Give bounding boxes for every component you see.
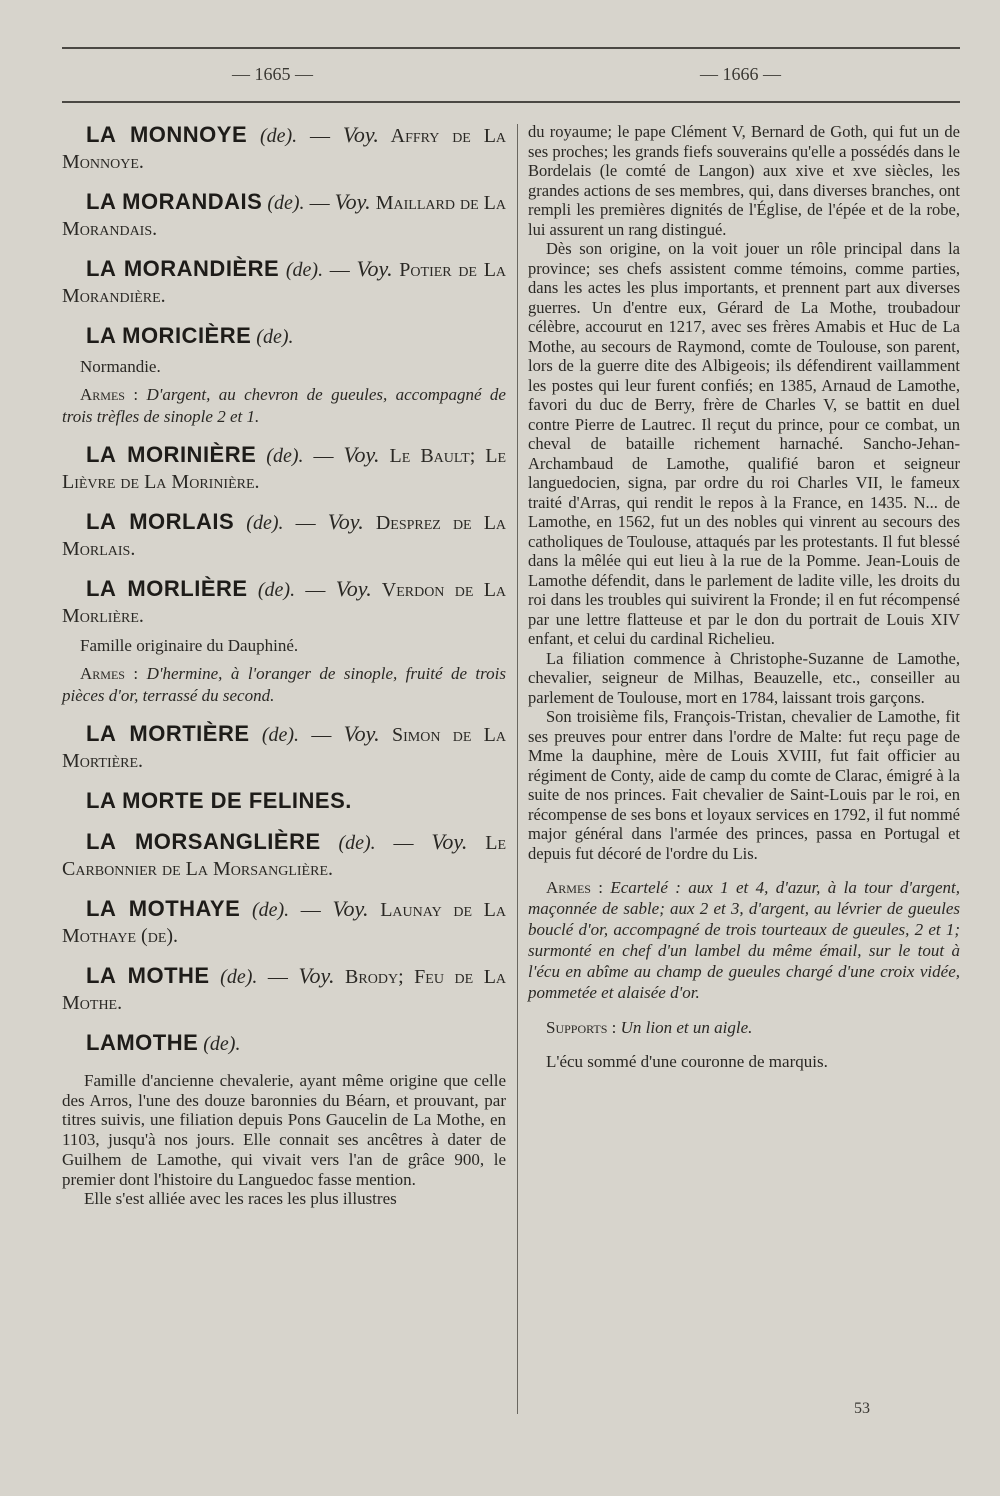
arms-label: Armes :: [546, 878, 611, 897]
voy-label: Voy.: [356, 256, 393, 281]
entry-name: LAMOTHE: [86, 1030, 199, 1055]
entry-name: LA MOTHAYE: [86, 896, 241, 921]
entry-particle: (de).: [266, 445, 304, 467]
entry: [62, 896, 506, 949]
column-divider: [517, 124, 518, 1414]
entry: [62, 963, 506, 1016]
entry-heading: [62, 189, 506, 242]
entry-name: LA MORANDAIS: [86, 189, 263, 214]
entry-heading: [62, 442, 506, 495]
arms-label: Armes :: [80, 664, 147, 683]
right-paragraph: La filiation commence à Christophe-Suzanne de Lamothe, chevalier, seigneur de Milhas, Beauzelle, etc., conseiller au parlement de Toulouse, mort en 1784, laissant trois garçons.: [528, 648, 960, 707]
cross-reference: Desprez de La Morlais.: [62, 512, 507, 560]
entry-origin: Famille originaire du Dauphiné.: [80, 636, 299, 655]
entry-dash: —: [257, 966, 299, 988]
entry-name: LA MORINIÈRE: [86, 442, 257, 467]
entry: [62, 829, 506, 882]
entry-particle: (de).: [256, 326, 294, 348]
entry: [62, 721, 506, 774]
left-column: [62, 122, 506, 1209]
entry: [62, 442, 506, 495]
entry-heading: [62, 896, 506, 949]
voy-label: Voy.: [332, 896, 369, 921]
entry-particle: (de).: [338, 832, 376, 854]
entry-particle: (de).: [261, 724, 300, 746]
entry-name: LA MORSANGLIÈRE: [86, 829, 321, 854]
voy-label: Voy.: [327, 509, 364, 534]
entry-dash: —: [295, 579, 336, 601]
entry-dash: —: [299, 724, 344, 746]
entry-heading: [62, 323, 506, 350]
voy-label: Voy.: [431, 829, 468, 854]
entry: [62, 576, 506, 707]
entry-arms: [62, 663, 506, 707]
header-rule: [62, 101, 960, 103]
entry: [62, 509, 506, 562]
entry-origin: Normandie.: [80, 357, 161, 376]
entry: [62, 256, 506, 309]
entry-dash: —: [283, 512, 328, 534]
entry-particle: (de).: [203, 1033, 241, 1055]
entry-particle: (de).: [246, 512, 284, 534]
entry-dash: —: [375, 832, 432, 854]
right-column: [528, 122, 960, 1073]
entry-particle: (de).: [259, 125, 298, 147]
entry-heading: [62, 1030, 506, 1057]
cross-reference: Le Bault; Le Lièvre de La Morinière.: [62, 445, 507, 493]
entry-heading: [62, 829, 506, 882]
entry-heading: [62, 963, 506, 1016]
lamothe-paragraph: Famille d'ancienne chevalerie, ayant même origine que celle des Arros, l'une des douze baronnies du Béarn, et prouvant, par titres suivis, une filiation depuis Pons Gaucelin de La Mothe, en 1103, jusqu'à nos jours. Elle connait ses ancêtres à dater de Guilhem de Lamothe, qui vivait vers l'an de grâce 900, le premier dont l'histoire du Languedoc fasse mention.: [62, 1071, 506, 1189]
entry-arms: [62, 384, 506, 428]
arms-label: Armes :: [80, 385, 147, 404]
entry-dash: —: [289, 899, 333, 921]
cross-reference: Affry de La Monnoye.: [62, 125, 507, 173]
page-number-left: — 1665 —: [232, 64, 313, 84]
entry-name: LA MORICIÈRE: [86, 323, 252, 348]
entry-name: LA MORLAIS: [86, 509, 235, 534]
cross-reference: Launay de La Mothaye (de).: [62, 899, 506, 947]
voy-label: Voy.: [342, 122, 379, 147]
entry: [62, 189, 506, 242]
arms-text: D'hermine, à l'oranger de sinople, fruité de trois pièces d'or, terrassé du second.: [62, 664, 506, 705]
voy-label: Voy.: [335, 576, 372, 601]
supports: [528, 1017, 960, 1039]
entry-dash: —: [303, 445, 344, 467]
top-rule: [62, 47, 960, 49]
lamothe-paragraph: Elle s'est alliée avec les races les plus illustres: [84, 1189, 397, 1209]
entry-dash: —: [304, 192, 335, 214]
entry-heading: [62, 509, 506, 562]
right-paragraph: Son troisième fils, François-Tristan, chevalier de Lamothe, fit ses preuves pour entrer dans l'ordre de Malte: fut reçu page de Mme la dauphine, mère de Louis XVIII, fut fait officier au régiment de Conty, aide de camp du comte de Clarac, émigré à la suite de nos princes. Fait chevalier de Saint-Louis par le roi, en récompense de ses bons et loyaux services en 1792, il fut nommé major général dans l'armée des princes, passa en Portugal et depuis fut décoré de l'ordre du Lis.: [528, 707, 960, 863]
cross-reference: Le Carbonnier de La Morsanglière.: [62, 832, 507, 880]
voy-label: Voy.: [298, 963, 335, 988]
entry-dash: —: [323, 259, 357, 281]
entry-heading: [62, 721, 506, 774]
entry-heading: [62, 788, 506, 815]
entry-heading: [62, 122, 506, 175]
entry-name: LA MORANDIÈRE: [86, 256, 280, 281]
entry-heading: [62, 256, 506, 309]
signature-mark: 53: [854, 1400, 870, 1417]
entry-particle: (de).: [251, 899, 290, 921]
entry-name: LA MORLIÈRE: [86, 576, 248, 601]
entry-name: LA MORTE DE FELINES.: [86, 788, 352, 813]
right-paragraph: du royaume; le pape Clément V, Bernard de Goth, qui fut un de ses proches; les grands fiefs souverains qu'elle a possédés dans le Bordelais (le comté de Langon) aux xive et xve siècles, les grandes actions de ses membres, qui, dans diverses branches, ont rempli les premières dignités de l'Église, de l'épée et de la robe, lui assurent un rang distingué.: [528, 122, 960, 239]
page-number-right: — 1666 —: [700, 64, 781, 84]
right-paragraph: Dès son origine, on la voit jouer un rôle principal dans la province; ses chefs assistent comme témoins, comme parties, dans les actes les plus importants, et prennent part aux diverses guerres. Un d'entre eux, Gérard de La Mothe, troubadour célèbre, accourut en 1217, avec ses frères Amabis et Huc de La Mothe, au secours de Raymond, comte de Toulouse, son parent, lors de la guerre dite des Albigeois; ils défendirent vaillamment les postes qui leur furent confiés; en 1385, Arnaud de Lamothe, favori du duc de Berry, frère de Charles V, se battit en duel contre Pierre de Lautrec. Il reçut du prince, pour ce combat, un cheval de bataille richement harnaché. Sancho-Jehan-Archambaud de Lamothe, qualifié baron et seigneur languedocien, signa, par ordre du roi Charles VII, le fameux traité d'Arras, qui rendit le repos à la France, en 1435. N... de Lamothe, en 1562, fut un des nobles qui vinrent au secours des catholiques de Toulouse, attaqués par les protestants. Il fut blessé dans la mêlée qui eut lieu à la rue de la Pomme. Jean-Louis de Lamothe défendit, dans le parlement de ladite ville, les droits du roi dans les troubles qui suivirent la Fronde; il en fut récompensé par une lettre flatteuse et par le don du portrait de Louis XIV enfant, et celui du cardinal Richelieu.: [528, 239, 960, 648]
voy-label: Voy.: [343, 721, 380, 746]
entry-heading: [62, 576, 506, 629]
entry-name: LA MOTHE: [86, 963, 210, 988]
entry-name: LA MORTIÈRE: [86, 721, 250, 746]
entry-particle: (de).: [267, 192, 305, 214]
entry-particle: (de).: [220, 966, 258, 988]
cross-reference: Simon de La Mortière.: [62, 724, 507, 772]
entry: [62, 323, 506, 428]
entry: [62, 122, 506, 175]
cross-reference: Maillard de La Morandais.: [62, 192, 506, 240]
entry-dash: —: [297, 125, 343, 147]
voy-label: Voy.: [343, 442, 380, 467]
cross-reference: Brody; Feu de La Mothe.: [62, 966, 507, 1014]
lamothe-arms: [528, 877, 960, 1003]
cross-reference: Verdon de La Morlière.: [62, 579, 507, 627]
entry: [62, 788, 506, 815]
entry: [62, 1030, 506, 1057]
arms-text: D'argent, au chevron de gueules, accompagné de trois trèfles de sinople 2 et 1.: [62, 385, 506, 426]
supports-label: Supports :: [546, 1018, 621, 1037]
cross-reference: Potier de La Morandière.: [62, 259, 507, 307]
supports-text: Un lion et un aigle.: [620, 1018, 753, 1037]
entry-particle: (de).: [257, 579, 296, 601]
voy-label: Voy.: [334, 189, 371, 214]
arms-text: Ecartelé : aux 1 et 4, d'azur, à la tour d'argent, maçonnée de sable; aux 2 et 3, d'argent, au lévrier de gueules bouclé d'or, accompagné de trois tourteaux de gueules, 2 et 1; surmonté en chef d'un lambel du même émail, sur le tout à l'écu en abîme au champ de gueules chargé d'une croix vidée, pommetée et alaisée d'or.: [528, 878, 960, 1002]
entry-name: LA MONNOYE: [86, 122, 248, 147]
entry-particle: (de).: [285, 259, 324, 281]
crown-line: L'écu sommé d'une couronne de marquis.: [546, 1052, 828, 1071]
